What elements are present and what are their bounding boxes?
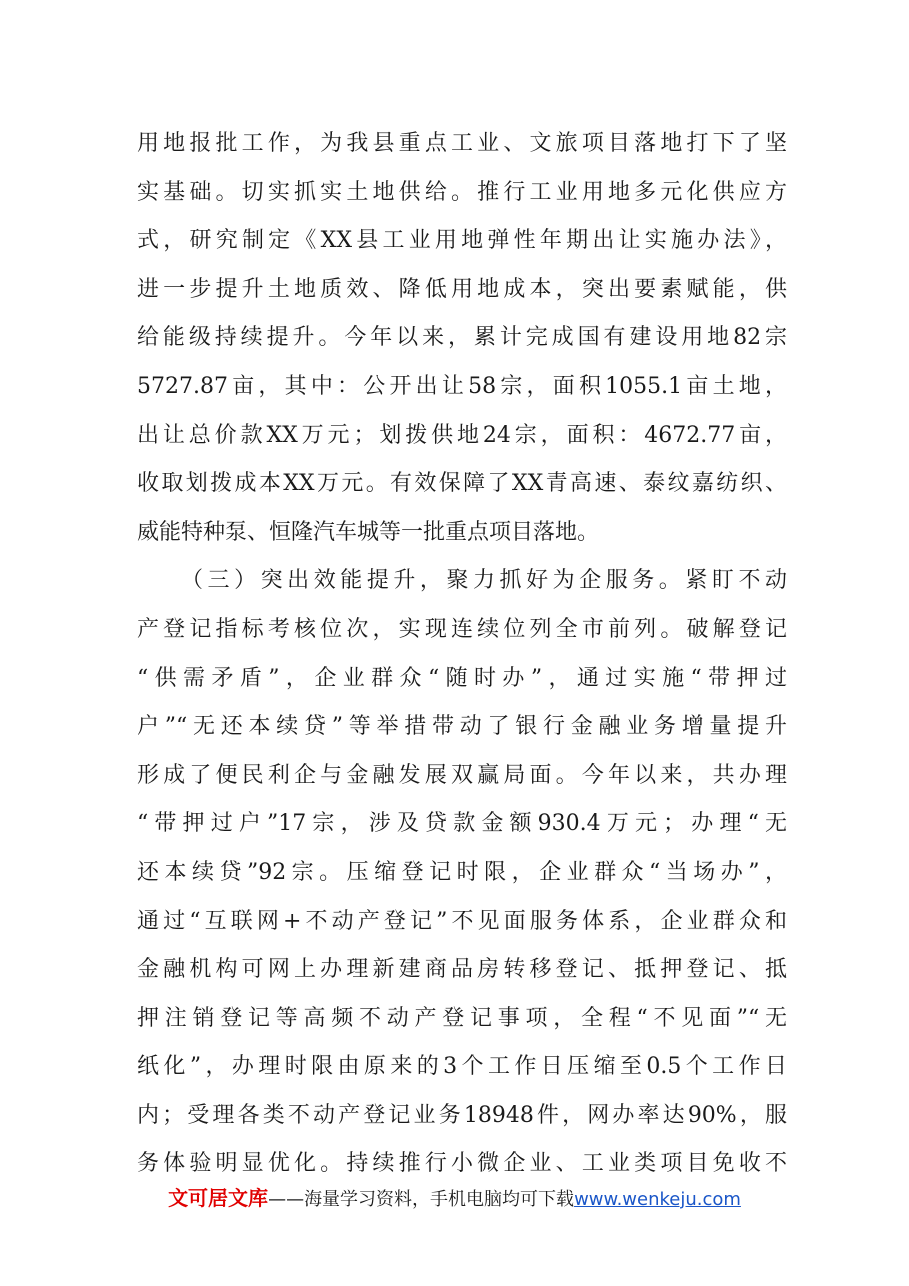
text-line: 内；受理各类不动产登记业务18948件，网办率达90%，服 bbox=[137, 1102, 787, 1128]
text-line: 通过“互联网+不动产登记”不见面服务体系，企业群众和 bbox=[137, 908, 787, 934]
text-line: 给能级持续提升。今年以来，累计完成国有建设用地82宗 bbox=[137, 325, 787, 351]
text-line: 实基础。切实抓实土地供给。推行工业用地多元化供应方 bbox=[137, 179, 787, 205]
text-line: 务体验明显优化。持续推行小微企业、工业类项目免收不 bbox=[137, 1151, 787, 1177]
text-line: 还本续贷”92宗。压缩登记时限，企业群众“当场办”， bbox=[137, 859, 787, 885]
text-line: 式，研究制定《XX县工业用地弹性年期出让实施办法》， bbox=[137, 228, 787, 254]
text-line: 5727.87亩，其中：公开出让58宗，面积1055.1亩土地， bbox=[137, 373, 787, 399]
text-line: 产登记指标考核位次，实现连续位列全市前列。破解登记 bbox=[137, 616, 787, 642]
brand-name: 文可居文库 bbox=[168, 1186, 269, 1210]
paragraph-end-line: 威能特种泵、恒隆汽车城等一批重点项目落地。 bbox=[137, 519, 600, 545]
text-line: 金融机构可网上办理新建商品房转移登记、抵押登记、抵 bbox=[137, 957, 787, 983]
footer-tagline: ——海量学习资料，手机电脑均可下载 bbox=[268, 1189, 575, 1210]
text-line: 形成了便民利企与金融发展双赢局面。今年以来，共办理 bbox=[137, 762, 787, 788]
text-line: “带押过户”17宗，涉及贷款金额930.4万元；办理“无 bbox=[137, 811, 787, 837]
text-line: 出让总价款XX万元；划拨供地24宗，面积：4672.77亩， bbox=[137, 422, 787, 448]
text-line: 用地报批工作，为我县重点工业、文旅项目落地打下了坚 bbox=[137, 131, 787, 156]
document-body bbox=[137, 120, 787, 1189]
text-line: “供需矛盾”，企业群众“随时办”，通过实施“带押过 bbox=[137, 665, 787, 691]
website-link[interactable]: www.wenkeju.com bbox=[574, 1189, 741, 1210]
text-line: 进一步提升土地质效、降低用地成本，突出要素赋能，供 bbox=[137, 276, 787, 302]
text-line: 纸化”，办理时限由原来的3个工作日压缩至0.5个工作日 bbox=[137, 1054, 787, 1080]
text-line: 收取划拨成本XX万元。有效保障了XX青高速、泰纹嘉纺织、 bbox=[137, 471, 787, 497]
text-line: 押注销登记等高频不动产登记事项，全程“不见面”“无 bbox=[137, 1005, 787, 1031]
section-heading-line: （三）突出效能提升，聚力抓好为企服务。紧盯不动 bbox=[181, 568, 787, 594]
text-line: 户”“无还本续贷”等举措带动了银行金融业务增量提升 bbox=[137, 714, 787, 740]
footer-banner bbox=[0, 1182, 909, 1211]
